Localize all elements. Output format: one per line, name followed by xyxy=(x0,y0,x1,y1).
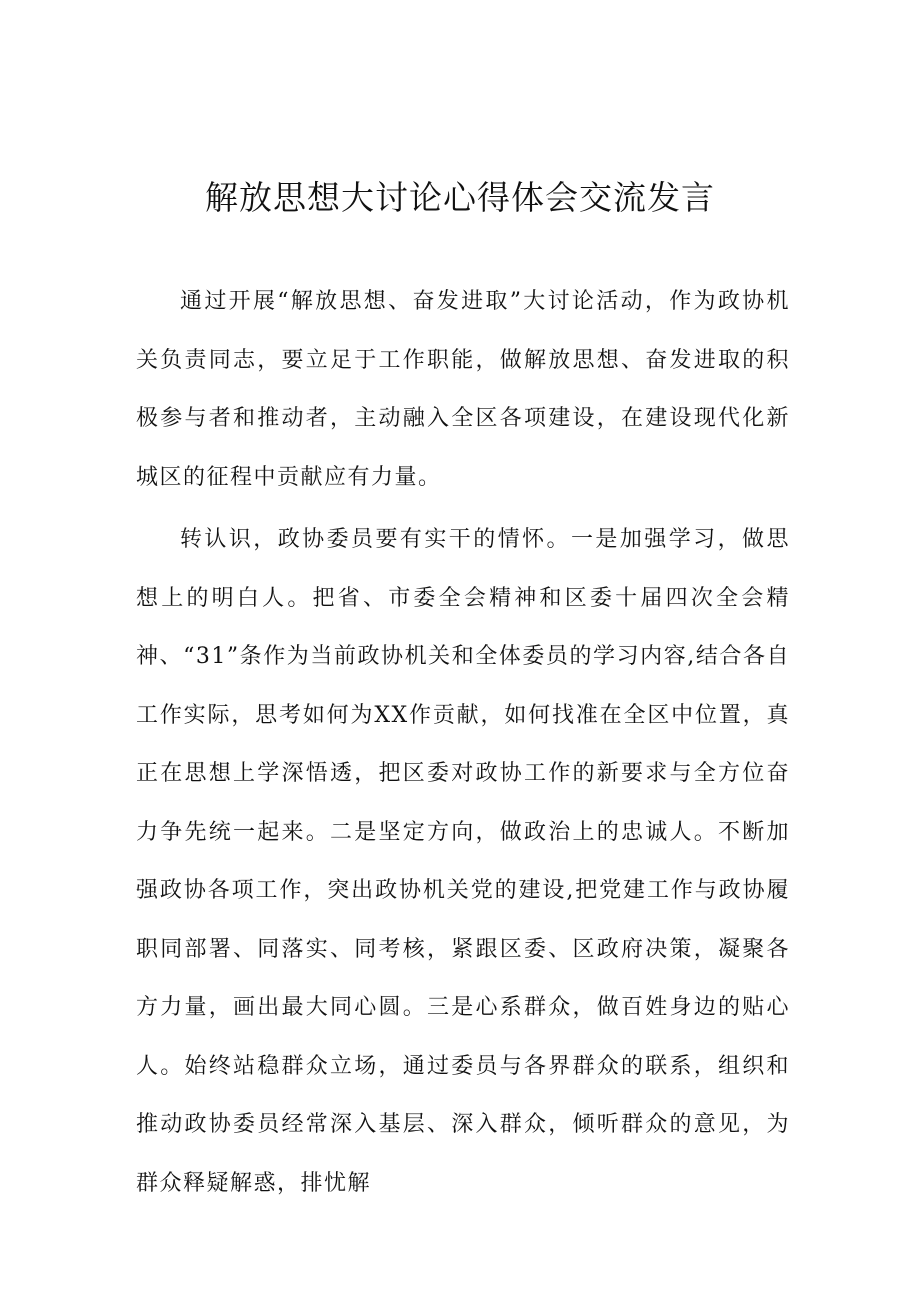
document-body xyxy=(136,273,790,1217)
document-title: 解放思想大讨论心得体会交流发言 xyxy=(205,178,715,217)
paragraph-change-thinking: 转认识，政协委员要有实干的情怀。一是加强学习，做思想上的明白人。把省、市委全会精神和区委十届四次全会精神、“31”条作为当前政协机关和全体委员的学习内容,结合各自工作实际，思考如何为XX作贡献，如何找准在全区中位置，真正在思想上学深悟透，把区委对政协工作的新要求与全方位奋力争先统一起来。二是坚定方向，做政治上的忠诚人。不断加强政协各项工作，突出政协机关党的建设,把党建工作与政协履职同部署、同落实、同考核，紧跟区委、区政府决策，凝聚各方力量，画出最大同心圆。三是心系群众，做百姓身边的贴心人。始终站稳群众立场，通过委员与各界群众的联系，组织和推动政协委员经常深入基层、深入群众，倾听群众的意见，为群众释疑解惑，排忧解 xyxy=(136,527,790,1196)
paragraph-intro: 通过开展“解放思想、奋发进取”大讨论活动，作为政协机关负责同志，要立足于工作职能，做解放思想、奋发进取的积极参与者和推动者，主动融入全区各项建设，在建设现代化新城区的征程中贡献应有力量。 xyxy=(136,289,790,490)
